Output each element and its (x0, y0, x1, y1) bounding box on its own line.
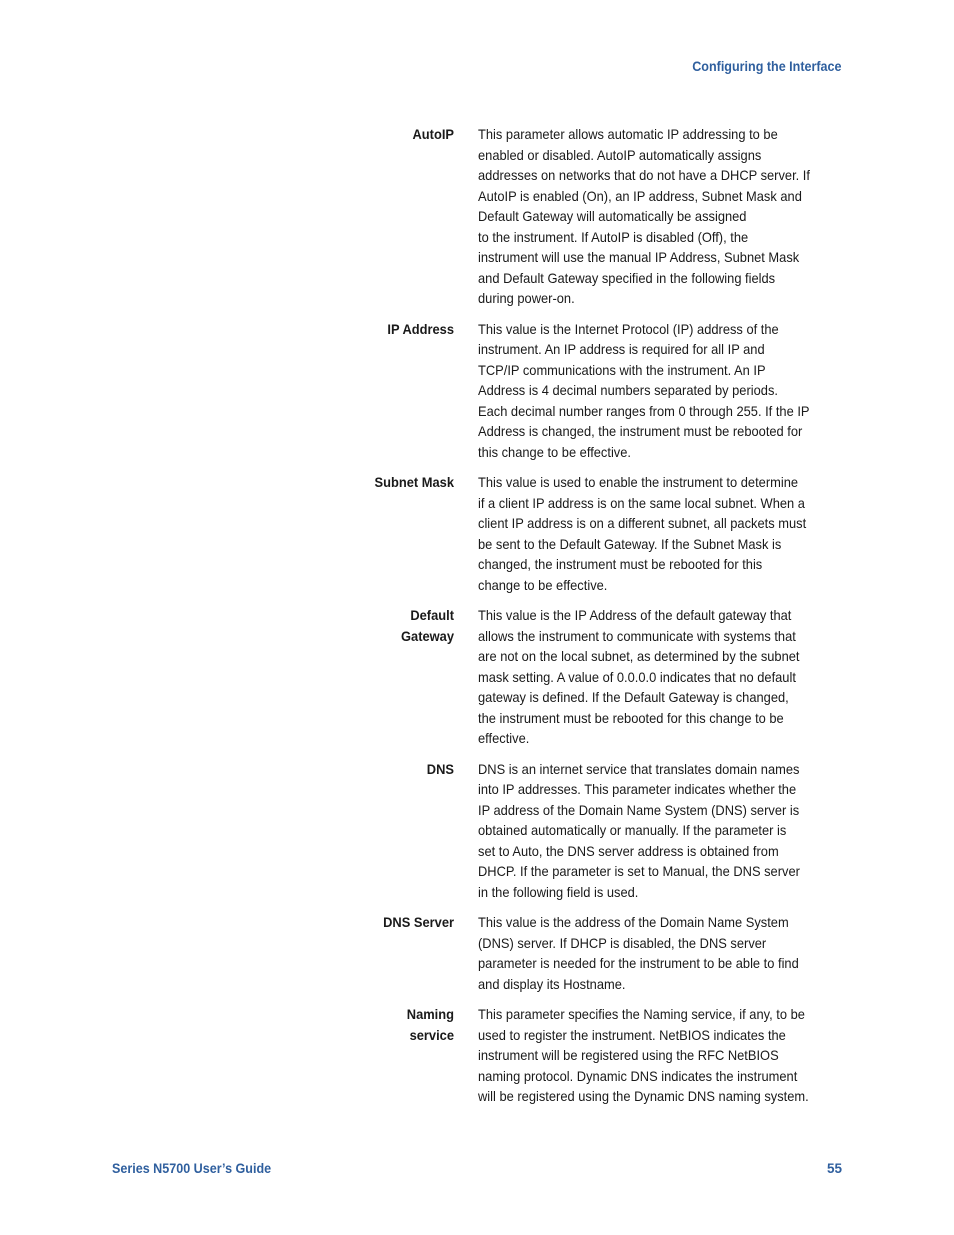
definition-term: AutoIP (412, 126, 454, 142)
definition-list (0, 124, 954, 1117)
definition-description: This parameter specifies the Naming service, if any, to be used to register the instrument. NetBIOS indicates the instrument will be registered using the RFC NetBIOS naming protocol. Dynamic DNS indicates the instrument will be registered using the Dynamic DNS naming system. (478, 1006, 809, 1104)
definition-subnet-mask (0, 472, 954, 595)
running-header: Configuring the Interface (692, 59, 842, 74)
definition-term: Naming service (406, 1006, 454, 1043)
definition-description: DNS is an internet service that translates domain names into IP addresses. This parameter indicates whether the IP address of the Domain Name System (DNS) server is obtained automatically or manually. If the parameter is set to Auto, the DNS server address is obtained from DHCP. If the parameter is set to Manual, the DNS server in the following field is used. (478, 760, 800, 900)
definition-ip-address (0, 319, 954, 463)
definition-description: This value is the Internet Protocol (IP) address of the instrument. An IP address is required for all IP and TCP/IP communications with the instrument. An IP Address is 4 decimal numbers separated by periods. Each decimal number ranges from 0 through 255. If the IP Address is changed, the instrument must be rebooted for this change to be effective. (478, 320, 810, 460)
definition-naming-service (0, 1004, 954, 1107)
definition-autoip (0, 124, 954, 309)
definition-description: This value is the address of the Domain Name System (DNS) server. If DHCP is disabled, the DNS server parameter is needed for the instrument to be able to find and display its Hostname. (478, 914, 799, 992)
definition-description: This value is used to enable the instrument to determine if a client IP address is on the same local subnet. When a client IP address is on a different subnet, all packets must be sent to the Default Gateway. If the Subnet Mask is changed, the instrument must be rebooted for this change to be effective. (478, 474, 807, 593)
definition-description: This parameter allows automatic IP addressing to be enabled or disabled. AutoIP automatically assigns addresses on networks that do not have a DHCP server. If AutoIP is enabled (On), an IP address, Subnet Mask and Default Gateway will automatically be assigned to the instrument. If AutoIP is disabled (Off), the instrument will use the manual IP Address, Subnet Mask and Default Gateway specified in the following fields during power-on. (478, 126, 810, 306)
footer-guide-title: Series N5700 User’s Guide (112, 1161, 272, 1176)
definition-term: DNS (426, 760, 454, 777)
definition-default-gateway (0, 605, 954, 749)
definition-term: Subnet Mask (374, 474, 454, 490)
footer-page-number: 55 (826, 1161, 842, 1176)
definition-dns (0, 759, 954, 903)
definition-term: Default Gateway (401, 607, 454, 644)
definition-term: IP Address (387, 320, 454, 337)
definition-dns-server (0, 912, 954, 994)
definition-description: This value is the IP Address of the default gateway that allows the instrument to communicate with systems that are not on the local subnet, as determined by the subnet mask setting. A value of 0.0.0.0 indicates that no default gateway is defined. If the Default Gateway is changed, the instrument must be rebooted for this change to be effective. (478, 607, 800, 746)
definition-term: DNS Server (383, 914, 454, 930)
